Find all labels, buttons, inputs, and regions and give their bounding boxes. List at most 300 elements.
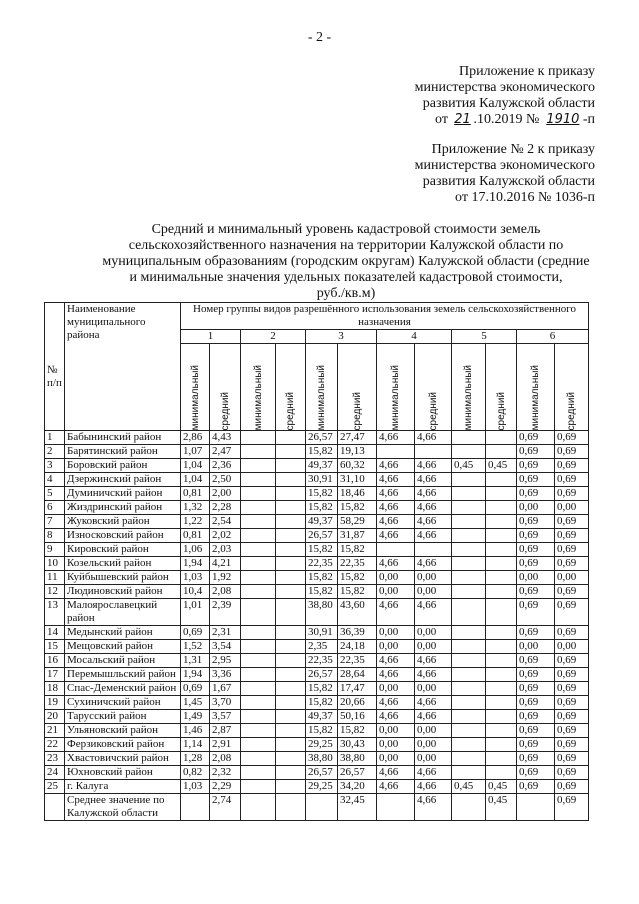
value-cell: 1,94 — [181, 668, 210, 682]
header-number: № п/п — [45, 303, 65, 431]
handwritten-day: 21 — [454, 112, 471, 127]
value-cell — [241, 710, 276, 724]
value-cell: 0,69 — [517, 696, 555, 710]
value-cell: 0,69 — [517, 724, 555, 738]
average-row — [45, 794, 589, 821]
row-number: 6 — [45, 501, 65, 515]
value-cell — [276, 724, 306, 738]
value-cell: 2,08 — [210, 585, 241, 599]
value-cell: 0,00 — [377, 626, 415, 640]
district-name: Медынский район — [65, 626, 181, 640]
value-cell: 0,00 — [415, 738, 452, 752]
subheader-minimum: минимальный — [530, 364, 541, 430]
value-cell: 31,10 — [338, 473, 377, 487]
district-name: Думиничский район — [65, 487, 181, 501]
value-cell: 4,66 — [377, 696, 415, 710]
value-cell: 0,69 — [555, 585, 589, 599]
district-name: Износковский район — [65, 529, 181, 543]
value-cell — [377, 794, 415, 821]
value-cell: 1,67 — [210, 682, 241, 696]
value-cell — [452, 445, 486, 459]
value-cell: 4,66 — [415, 473, 452, 487]
value-cell — [452, 738, 486, 752]
value-cell: 0,69 — [517, 473, 555, 487]
value-cell — [241, 529, 276, 543]
district-name: Куйбышевский район — [65, 571, 181, 585]
value-cell — [452, 654, 486, 668]
value-cell: 0,00 — [377, 752, 415, 766]
table-row — [45, 543, 589, 557]
value-cell: 26,57 — [306, 431, 338, 445]
value-cell — [241, 557, 276, 571]
value-cell: 22,35 — [306, 557, 338, 571]
value-cell: 1,32 — [181, 501, 210, 515]
value-cell — [486, 752, 517, 766]
handwritten-number: 1910 — [546, 112, 580, 127]
value-cell — [241, 696, 276, 710]
value-cell: 0,69 — [517, 543, 555, 557]
value-cell: 15,82 — [338, 585, 377, 599]
table-row — [45, 487, 589, 501]
value-cell: 4,66 — [415, 794, 452, 821]
value-cell — [486, 431, 517, 445]
title-line: сельскохозяйственного назначения на территории Калужской области по — [128, 238, 564, 253]
value-cell: 0,00 — [377, 640, 415, 654]
value-cell: 17,47 — [338, 682, 377, 696]
value-cell: 26,57 — [306, 668, 338, 682]
value-cell: 4,66 — [377, 487, 415, 501]
value-cell: 4,21 — [210, 557, 241, 571]
value-cell: 4,66 — [415, 766, 452, 780]
value-cell — [276, 487, 306, 501]
value-cell: 1,92 — [210, 571, 241, 585]
value-cell: 1,04 — [181, 459, 210, 473]
value-cell: 0,69 — [517, 529, 555, 543]
subheader-cell — [306, 344, 338, 431]
district-name: Жиздринский район — [65, 501, 181, 515]
value-cell — [486, 543, 517, 557]
value-cell: 1,03 — [181, 571, 210, 585]
value-cell — [241, 585, 276, 599]
subheader-cell — [338, 344, 377, 431]
row-number: 14 — [45, 626, 65, 640]
value-cell: 0,69 — [517, 431, 555, 445]
subheader-minimum: минимальный — [390, 364, 401, 430]
value-cell — [452, 487, 486, 501]
value-cell: 26,57 — [306, 766, 338, 780]
value-cell: 2,28 — [210, 501, 241, 515]
subheader-cell — [210, 344, 241, 431]
value-cell: 1,14 — [181, 738, 210, 752]
value-cell — [486, 557, 517, 571]
number-suffix: -п — [582, 112, 595, 127]
value-cell: 0,69 — [517, 752, 555, 766]
value-cell: 20,66 — [338, 696, 377, 710]
row-number: 7 — [45, 515, 65, 529]
title-line: и минимальные значения удельных показателей кадастровой стоимости, — [129, 270, 563, 285]
header-name: Наименование муниципального района — [65, 303, 181, 431]
value-cell — [276, 501, 306, 515]
value-cell: 2,32 — [210, 766, 241, 780]
row-number: 18 — [45, 682, 65, 696]
value-cell — [486, 501, 517, 515]
header-group: Номер группы видов разрешённого использования земель сельскохозяйственного назначения — [181, 303, 589, 330]
value-cell: 1,94 — [181, 557, 210, 571]
value-cell: 3,70 — [210, 696, 241, 710]
value-cell: 4,66 — [415, 668, 452, 682]
value-cell — [241, 515, 276, 529]
row-number — [45, 794, 65, 821]
value-cell: 38,80 — [306, 599, 338, 626]
value-cell: 3,57 — [210, 710, 241, 724]
value-cell: 30,91 — [306, 473, 338, 487]
value-cell: 0,69 — [555, 724, 589, 738]
subheader-cell — [517, 344, 555, 431]
value-cell: 0,69 — [517, 710, 555, 724]
value-cell: 0,69 — [517, 515, 555, 529]
value-cell — [486, 599, 517, 626]
value-cell: 1,07 — [181, 445, 210, 459]
value-cell: 15,82 — [306, 696, 338, 710]
value-cell: 30,43 — [338, 738, 377, 752]
value-cell: 18,46 — [338, 487, 377, 501]
value-cell: 0,69 — [555, 696, 589, 710]
row-number: 5 — [45, 487, 65, 501]
value-cell: 0,69 — [555, 431, 589, 445]
row-number: 19 — [45, 696, 65, 710]
value-cell: 0,45 — [452, 459, 486, 473]
value-cell: 29,25 — [306, 738, 338, 752]
value-cell — [241, 626, 276, 640]
subheader-average: средний — [285, 391, 296, 430]
value-cell — [486, 571, 517, 585]
value-cell — [241, 654, 276, 668]
appendix-line: развития Калужской области — [422, 96, 595, 111]
value-cell — [486, 515, 517, 529]
value-cell: 22,35 — [338, 654, 377, 668]
value-cell: 31,87 — [338, 529, 377, 543]
table-row — [45, 431, 589, 445]
value-cell — [276, 710, 306, 724]
table-row — [45, 668, 589, 682]
row-number: 20 — [45, 710, 65, 724]
value-cell — [241, 724, 276, 738]
value-cell: 0,69 — [517, 599, 555, 626]
value-cell — [452, 501, 486, 515]
value-cell — [241, 682, 276, 696]
value-cell: 2,03 — [210, 543, 241, 557]
district-name: Спас-Деменский район — [65, 682, 181, 696]
value-cell: 0,69 — [555, 459, 589, 473]
value-cell — [241, 780, 276, 794]
value-cell — [452, 640, 486, 654]
value-cell: 0,69 — [517, 766, 555, 780]
district-name: Бабынинский район — [65, 431, 181, 445]
row-number: 1 — [45, 431, 65, 445]
group-header-3: 3 — [306, 330, 377, 344]
value-cell: 0,69 — [555, 543, 589, 557]
value-cell: 4,66 — [377, 710, 415, 724]
value-cell — [276, 473, 306, 487]
value-cell — [241, 599, 276, 626]
value-cell — [276, 445, 306, 459]
value-cell — [276, 752, 306, 766]
value-cell — [241, 640, 276, 654]
value-cell — [452, 571, 486, 585]
value-cell: 22,35 — [306, 654, 338, 668]
table-row — [45, 529, 589, 543]
subheader-average: средний — [566, 391, 577, 430]
value-cell: 0,69 — [555, 668, 589, 682]
subheader-cell — [486, 344, 517, 431]
district-name: Юхновский район — [65, 766, 181, 780]
date-prefix: от — [435, 112, 448, 127]
table-row — [45, 780, 589, 794]
value-cell: 0,69 — [555, 682, 589, 696]
value-cell: 15,82 — [306, 724, 338, 738]
value-cell: 0,45 — [486, 780, 517, 794]
value-cell — [452, 529, 486, 543]
value-cell: 4,66 — [377, 459, 415, 473]
row-number: 25 — [45, 780, 65, 794]
appendix-line: Приложение № 2 к приказу — [431, 142, 595, 157]
value-cell — [486, 710, 517, 724]
row-number: 17 — [45, 668, 65, 682]
value-cell: 4,66 — [377, 780, 415, 794]
value-cell: 0,81 — [181, 529, 210, 543]
value-cell: 0,69 — [555, 487, 589, 501]
value-cell: 49,37 — [306, 515, 338, 529]
value-cell: 4,66 — [415, 710, 452, 724]
district-name: Хвастовичский район — [65, 752, 181, 766]
district-name: Среднее значение по Калужской области — [65, 794, 181, 821]
table-row — [45, 557, 589, 571]
value-cell: 49,37 — [306, 710, 338, 724]
subheader-cell — [181, 344, 210, 431]
table-row — [45, 473, 589, 487]
value-cell: 2,91 — [210, 738, 241, 752]
district-name: Козельский район — [65, 557, 181, 571]
value-cell: 4,43 — [210, 431, 241, 445]
value-cell — [276, 626, 306, 640]
row-number: 2 — [45, 445, 65, 459]
value-cell: 0,00 — [377, 682, 415, 696]
value-cell: 2,35 — [306, 640, 338, 654]
value-cell: 26,57 — [306, 529, 338, 543]
value-cell: 0,00 — [517, 501, 555, 515]
table-row — [45, 445, 589, 459]
value-cell — [486, 640, 517, 654]
value-cell: 15,82 — [306, 571, 338, 585]
district-name: Жуковский район — [65, 515, 181, 529]
district-name: Боровский район — [65, 459, 181, 473]
value-cell: 0,00 — [555, 640, 589, 654]
value-cell — [241, 459, 276, 473]
value-cell — [452, 682, 486, 696]
value-cell — [276, 766, 306, 780]
subheader-cell — [241, 344, 276, 431]
value-cell — [452, 557, 486, 571]
row-number: 22 — [45, 738, 65, 752]
district-name: г. Калуга — [65, 780, 181, 794]
value-cell: 0,69 — [555, 557, 589, 571]
value-cell — [306, 794, 338, 821]
value-cell: 0,69 — [555, 473, 589, 487]
value-cell: 2,86 — [181, 431, 210, 445]
value-cell: 0,69 — [517, 780, 555, 794]
value-cell: 0,69 — [555, 752, 589, 766]
value-cell: 4,66 — [377, 557, 415, 571]
value-cell — [415, 445, 452, 459]
appendix-date-line — [415, 112, 595, 128]
value-cell — [377, 445, 415, 459]
appendix-line: от 17.10.2016 № 1036-п — [455, 190, 595, 205]
appendix-line: Приложение к приказу — [459, 64, 595, 79]
value-cell — [276, 738, 306, 752]
subheader-cell — [415, 344, 452, 431]
value-cell: 34,20 — [338, 780, 377, 794]
table-row — [45, 515, 589, 529]
value-cell: 2,00 — [210, 487, 241, 501]
value-cell: 0,69 — [517, 738, 555, 752]
value-cell — [241, 431, 276, 445]
table-row — [45, 585, 589, 599]
value-cell: 2,36 — [210, 459, 241, 473]
value-cell: 0,00 — [415, 571, 452, 585]
value-cell: 0,45 — [486, 794, 517, 821]
row-number: 10 — [45, 557, 65, 571]
value-cell: 1,46 — [181, 724, 210, 738]
table-row — [45, 626, 589, 640]
subheader-cell — [377, 344, 415, 431]
table-row — [45, 682, 589, 696]
value-cell — [452, 752, 486, 766]
value-cell: 0,69 — [517, 445, 555, 459]
value-cell: 19,13 — [338, 445, 377, 459]
subheader-minimum: минимальный — [463, 364, 474, 430]
value-cell — [452, 626, 486, 640]
table-row — [45, 738, 589, 752]
value-cell — [486, 682, 517, 696]
value-cell — [452, 473, 486, 487]
value-cell: 1,28 — [181, 752, 210, 766]
value-cell: 4,66 — [415, 501, 452, 515]
value-cell: 27,47 — [338, 431, 377, 445]
value-cell — [276, 543, 306, 557]
value-cell: 1,22 — [181, 515, 210, 529]
value-cell: 4,66 — [415, 599, 452, 626]
value-cell: 0,69 — [181, 626, 210, 640]
value-cell: 15,82 — [338, 724, 377, 738]
value-cell: 1,52 — [181, 640, 210, 654]
value-cell — [276, 682, 306, 696]
value-cell — [415, 543, 452, 557]
row-number: 3 — [45, 459, 65, 473]
value-cell — [276, 654, 306, 668]
value-cell — [486, 696, 517, 710]
value-cell — [452, 585, 486, 599]
value-cell: 32,45 — [338, 794, 377, 821]
subheader-minimum: минимальный — [252, 364, 264, 430]
row-number: 16 — [45, 654, 65, 668]
value-cell — [452, 599, 486, 626]
value-cell: 58,29 — [338, 515, 377, 529]
value-cell — [452, 668, 486, 682]
value-cell: 4,66 — [415, 459, 452, 473]
value-cell — [241, 668, 276, 682]
value-cell: 0,00 — [415, 724, 452, 738]
value-cell: 15,82 — [306, 585, 338, 599]
value-cell — [452, 766, 486, 780]
value-cell: 4,66 — [377, 515, 415, 529]
value-cell — [452, 710, 486, 724]
value-cell: 2,74 — [210, 794, 241, 821]
value-cell: 2,95 — [210, 654, 241, 668]
value-cell: 15,82 — [306, 487, 338, 501]
title-line: Средний и минимальный уровень кадастровой стоимости земель — [151, 222, 541, 237]
value-cell: 4,66 — [377, 599, 415, 626]
value-cell: 4,66 — [377, 529, 415, 543]
value-cell: 4,66 — [415, 780, 452, 794]
subheader-cell — [555, 344, 589, 431]
table-row — [45, 654, 589, 668]
value-cell — [486, 766, 517, 780]
value-cell: 29,25 — [306, 780, 338, 794]
district-name: Перемышльский район — [65, 668, 181, 682]
subheader-average: средний — [427, 391, 439, 430]
subheader-minimum: минимальный — [189, 364, 201, 430]
row-number: 9 — [45, 543, 65, 557]
value-cell: 0,45 — [452, 780, 486, 794]
value-cell — [276, 459, 306, 473]
value-cell: 0,69 — [181, 682, 210, 696]
value-cell: 15,82 — [338, 543, 377, 557]
value-cell: 10,4 — [181, 585, 210, 599]
value-cell — [276, 780, 306, 794]
value-cell: 0,69 — [517, 557, 555, 571]
value-cell: 0,69 — [517, 626, 555, 640]
value-cell — [452, 724, 486, 738]
row-number: 15 — [45, 640, 65, 654]
subheader-minimum: минимальный — [316, 364, 327, 430]
value-cell — [241, 766, 276, 780]
district-name: Мосальский район — [65, 654, 181, 668]
value-cell: 0,69 — [555, 654, 589, 668]
value-cell: 4,66 — [415, 557, 452, 571]
value-cell: 4,66 — [377, 431, 415, 445]
group-header-4: 4 — [377, 330, 452, 344]
value-cell: 4,66 — [415, 696, 452, 710]
group-header-6: 6 — [517, 330, 589, 344]
value-cell — [486, 626, 517, 640]
value-cell — [452, 794, 486, 821]
value-cell — [276, 529, 306, 543]
value-cell: 1,31 — [181, 654, 210, 668]
row-number: 13 — [45, 599, 65, 626]
table-row — [45, 752, 589, 766]
value-cell: 0,69 — [555, 766, 589, 780]
value-cell: 0,00 — [555, 571, 589, 585]
value-cell: 43,60 — [338, 599, 377, 626]
table-row — [45, 501, 589, 515]
table-row — [45, 710, 589, 724]
value-cell: 26,57 — [338, 766, 377, 780]
value-cell: 0,00 — [415, 682, 452, 696]
value-cell: 0,69 — [517, 487, 555, 501]
value-cell: 1,04 — [181, 473, 210, 487]
row-number: 11 — [45, 571, 65, 585]
value-cell: 0,00 — [415, 640, 452, 654]
